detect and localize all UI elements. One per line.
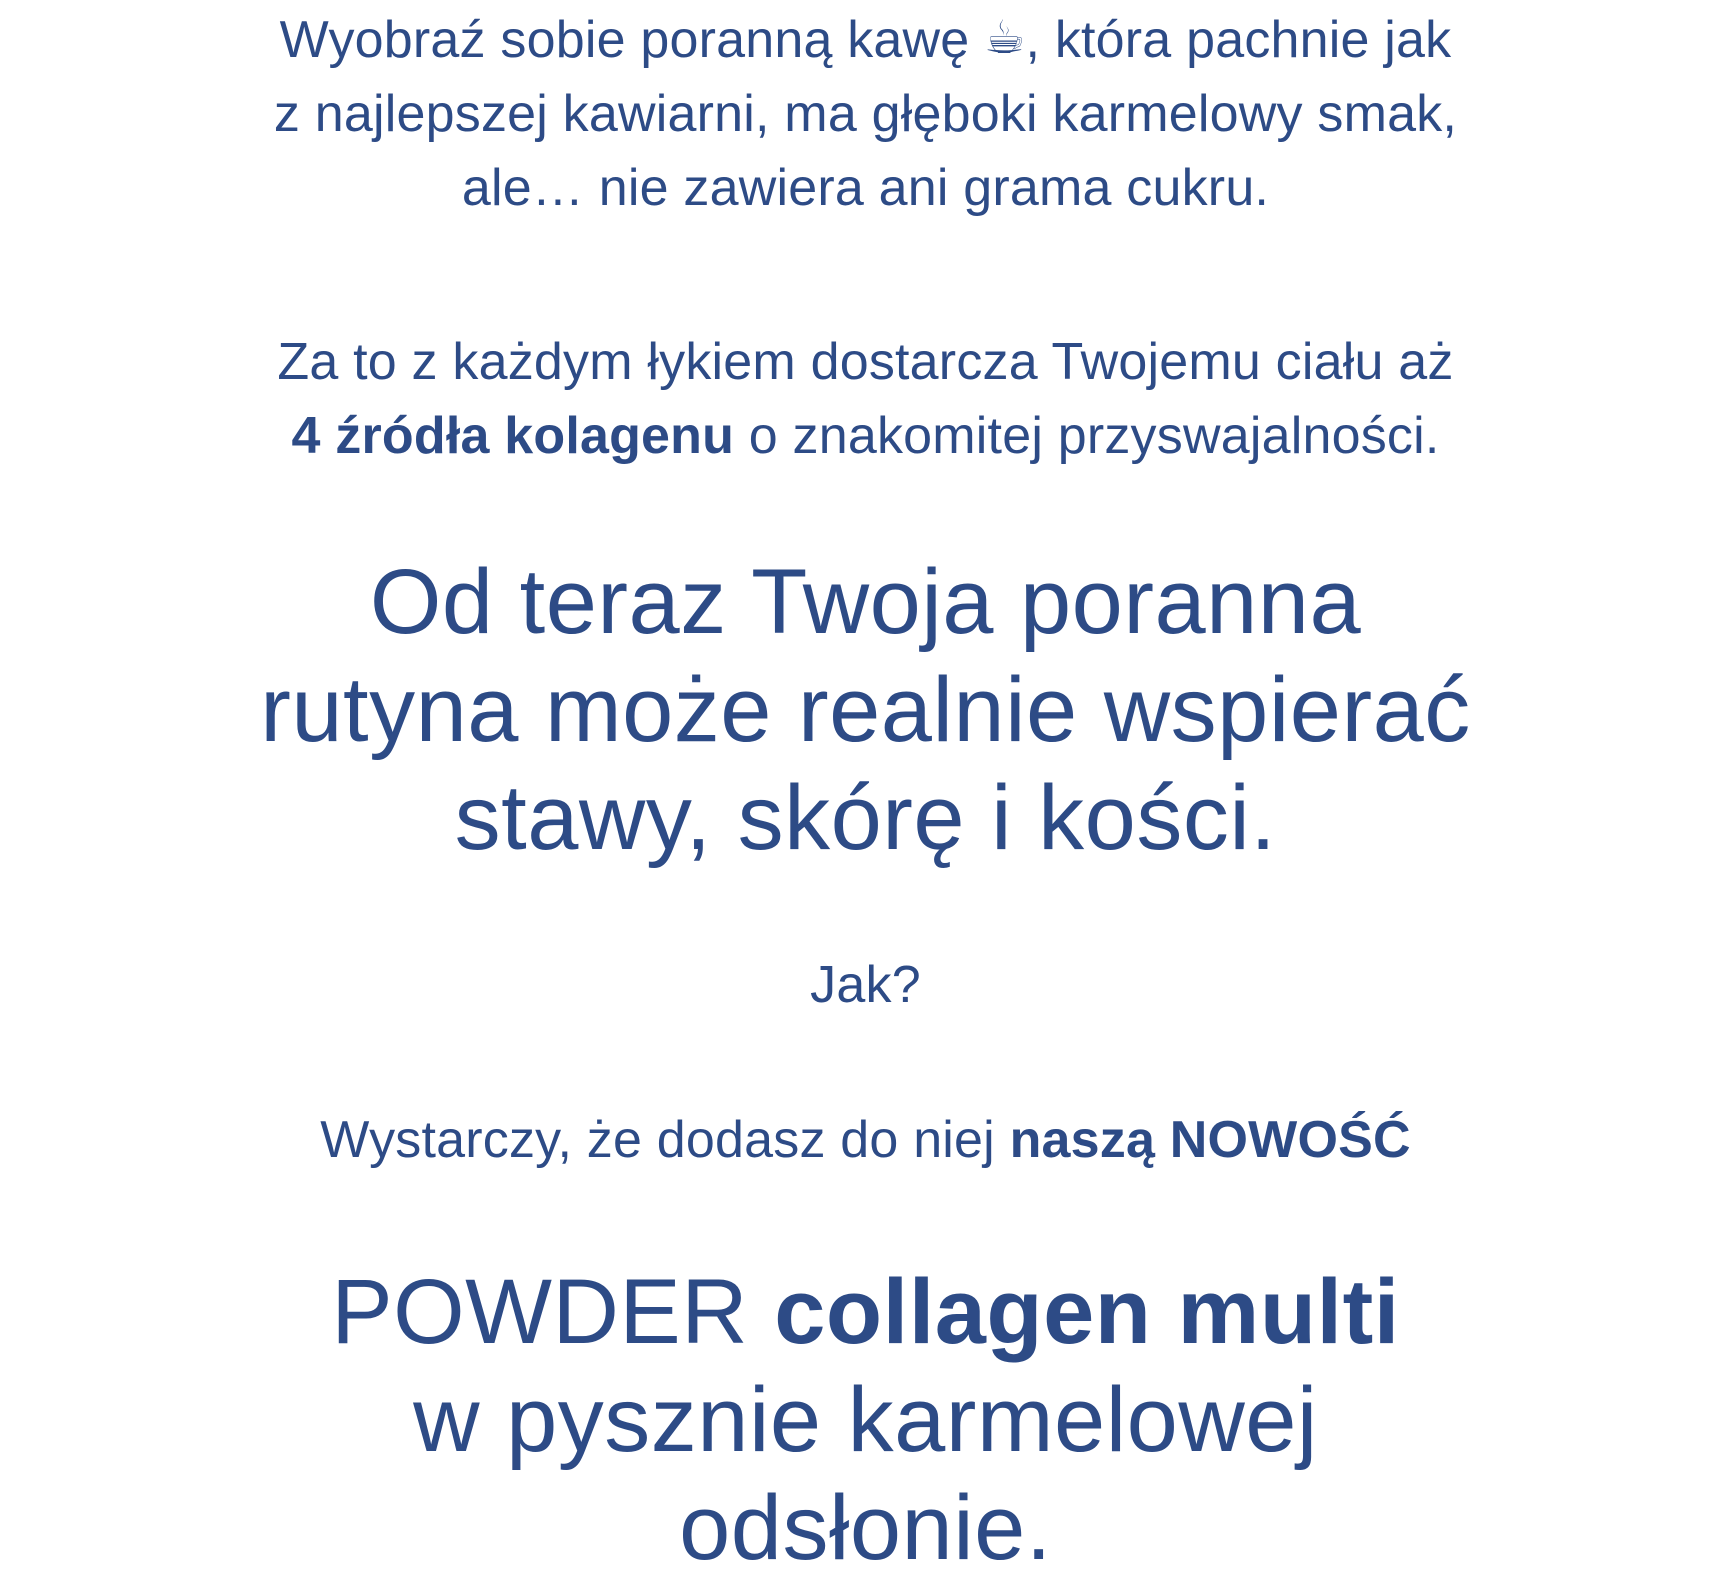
answer-text: Wystarczy, że dodasz do niej naszą NOWOŚĆ: [320, 1111, 1411, 1169]
coffee-cup-icon: ☕: [984, 11, 1026, 63]
product-line-3: odsłonie.: [679, 1477, 1052, 1579]
headline-line-1: Od teraz Twoja poranna: [369, 551, 1362, 653]
novelty-highlight: naszą NOWOŚĆ: [1009, 1111, 1411, 1169]
headline: [0, 548, 1731, 872]
headline-line-2: rutyna może realnie wspierać: [260, 659, 1471, 761]
intro-paragraph: [0, 0, 1731, 225]
collagen-paragraph: [0, 325, 1731, 473]
collagen-line-2: 4 źródła kolagenu o znakomitej przyswajalności.: [291, 407, 1440, 465]
collagen-sources-highlight: 4 źródła kolagenu: [291, 407, 735, 465]
product-line-1: POWDER collagen multi: [331, 1261, 1400, 1363]
intro-line-3: ale… nie zawiera ani grama cukru.: [461, 159, 1270, 217]
intro-line-2: z najlepszej kawiarni, ma głęboki karmelowy smak,: [273, 85, 1458, 143]
product-line-2: w pysznie karmelowej: [413, 1369, 1318, 1471]
question-text: Jak?: [810, 956, 921, 1014]
product-headline: [0, 1258, 1731, 1582]
product-name: collagen multi: [774, 1261, 1400, 1363]
headline-line-3: stawy, skórę i kości.: [454, 767, 1277, 869]
intro-line-1: Wyobraź sobie poranną kawę ☕, która pachnie jak: [0, 0, 1731, 77]
collagen-line-1: Za to z każdym łykiem dostarcza Twojemu ciału aż: [277, 333, 1454, 391]
